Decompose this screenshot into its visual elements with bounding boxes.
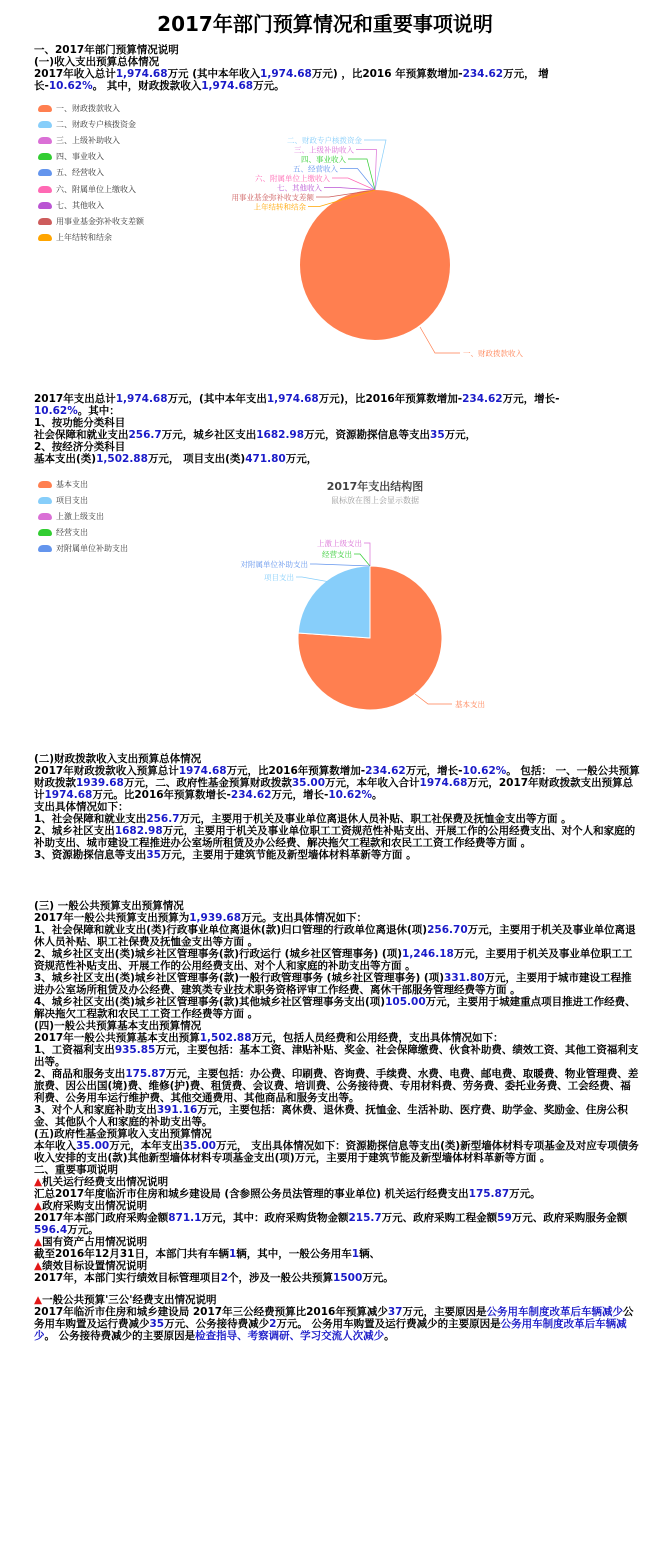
pie-label: 六、附属单位上缴收入 xyxy=(255,174,330,183)
detail-item-1: 1、社会保障和就业支出256.7万元，主要用于机关及事业单位离退休人员补贴、职工社保费及抚恤金支出等方面 。 xyxy=(34,813,572,825)
pie-label: 经营支出 xyxy=(322,550,352,559)
legend-swatch-icon xyxy=(38,202,52,209)
pie-label: 一、财政拨款收入 xyxy=(463,349,523,358)
income-pie-chart[interactable] xyxy=(190,130,550,370)
pie-leader-line xyxy=(420,327,460,353)
marker-icon: ▲ xyxy=(34,1260,43,1272)
general-item-4: 4、城乡社区支出(类)城乡社区管理事务(款)其他城乡社区管理事务支出(项)105.00万元，主要用于城建重点项目推进工作经费、解决拖欠工程款和农民工工资工作经费等方面 。 xyxy=(34,996,636,1020)
detail-item-3: 3、资源勘探信息等支出35万元，主要用于建筑节能及新型墙体材料革新等方面 。 xyxy=(34,849,417,861)
marker-icon: ▲ xyxy=(34,1236,43,1248)
marker-icon: ▲ xyxy=(34,1200,43,1212)
expenditure-chart-subtitle: 鼠标放在图上会显示数据 xyxy=(331,496,419,505)
legend-item[interactable] xyxy=(38,230,144,246)
legend-swatch-icon xyxy=(38,218,52,225)
legend-item[interactable] xyxy=(38,541,128,557)
pie-leader-line xyxy=(310,564,370,566)
expenditure-summary xyxy=(34,393,640,465)
fund-budget-heading: (五)政府性基金预算收入支出预算情况 xyxy=(34,1128,212,1140)
legend-label: 上激上级支出 xyxy=(56,511,104,521)
expenditure-chart-title: 2017年支出结构图 xyxy=(326,480,424,493)
economic-line: 基本支出(类)1,502.88万元， 项目支出(类)471.80万元， xyxy=(34,453,318,465)
expenditure-pie-chart[interactable] xyxy=(200,530,520,720)
general-item-1: 1、社会保障和就业支出(类)行政事业单位离退休(款)归口管理的行政单位离退休(项)256.70万元，主要用于机关及事业单位离退休人员补贴、职工社保费及抚恤金支出等方面 。 xyxy=(34,924,636,948)
legend-label: 三、上级补助收入 xyxy=(56,135,120,145)
pie-label: 五、经营收入 xyxy=(293,164,338,174)
legend-item[interactable] xyxy=(38,213,144,229)
item-1-text: 汇总2017年度临沂市住房和城乡建设局 (含参照公务员法管理的事业单位) 机关运行经费支出175.87万元。 xyxy=(34,1188,541,1200)
legend-label: 二、财政专户核拨资金 xyxy=(56,119,136,129)
legend-label: 对附属单位补助支出 xyxy=(56,544,128,554)
legend-swatch-icon xyxy=(38,137,52,144)
economic-heading: 2、按经济分类科目 xyxy=(34,441,126,453)
legend-item[interactable] xyxy=(38,100,144,116)
fiscal-heading: (二)财政拨款收入支出预算总体情况 xyxy=(34,753,202,765)
pie-leader-line xyxy=(340,169,375,191)
fiscal-summary: 2017年财政拨款收入预算总计1974.68万元，比2016年预算数增加-234.62万元，增长-10.62%。 包括： 一、一般公共预算财政拨款1939.68万元，二、政府性基金预算财政拨款35.00万元，本年收入合计1974.68万元，2017年财政拨款支出预算总计1974.68万元。比2016年预算数增长-234.62万元，增长-10.62%。 xyxy=(34,765,640,801)
basic-item-3: 3、对个人和家庭补助支出391.16万元，主要包括：离休费、退休费、抚恤金、生活补助、医疗费、助学金、奖励金、住房公积金、其他队个人和家庭的补助支出等。 xyxy=(34,1104,628,1128)
legend-swatch-icon xyxy=(38,481,52,488)
item-3-heading: ▲国有资产占用情况说明 xyxy=(34,1236,148,1248)
legend-item[interactable] xyxy=(38,492,128,508)
legend-label: 七、其他收入 xyxy=(56,200,104,210)
pie-label: 二、财政专户核拨资金 xyxy=(287,136,362,145)
pie-leader-line xyxy=(324,188,375,191)
general-budget-summary: 2017年一般公共预算支出预算为1,939.68万元。支出具体情况如下： xyxy=(34,912,368,924)
legend-item[interactable] xyxy=(38,197,144,213)
item-4-heading: ▲绩效目标设置情况说明 xyxy=(34,1260,148,1272)
income-summary xyxy=(34,44,640,92)
functional-heading: 1、按功能分类科目 xyxy=(34,417,126,429)
page-title: 2017年部门预算情况和重要事项说明 xyxy=(157,12,493,36)
legend-item[interactable] xyxy=(38,508,128,524)
income-chart-legend xyxy=(38,100,144,246)
marker-icon: ▲ xyxy=(34,1294,43,1306)
pie-leader-line xyxy=(354,554,370,566)
item-5-text: 2017年临沂市住房和城乡建设局 2017年三公经费预算比2016年预算减少37万元，主要原因是公务用车制度改革后车辆减少公务用车购置及运行费减少35万元、公务接待费减少2万元。 公务用车购置及运行费减少的主要原因是公务用车制度改革后车辆减少。 公务接待费减少的主要原因是检查指导、考察调研、学习交流人次减少。 xyxy=(34,1306,634,1342)
pie-label: 三、上级补助收入 xyxy=(294,145,354,155)
subsection-heading: (一)收入支出预算总体情况 xyxy=(34,56,160,68)
general-budget-heading: (三) 一般公共预算支出预算情况 xyxy=(34,900,184,912)
legend-label: 四、事业收入 xyxy=(56,152,104,162)
pie-label: 七、其他收入 xyxy=(277,183,322,193)
basic-budget-summary: 2017年一般公共预算基本支出预算1,502.88万元，包括人员经费和公用经费，支出具体情况如下： xyxy=(34,1032,504,1044)
legend-label: 上年结转和结余 xyxy=(56,233,112,243)
legend-swatch-icon xyxy=(38,234,52,241)
pie-label: 用事业基金弥补收支差额 xyxy=(231,193,314,202)
section-1-heading: 一、2017年部门预算情况说明 xyxy=(34,44,179,56)
pie-label: 项目支出 xyxy=(264,573,294,582)
pie-slice-1[interactable] xyxy=(298,566,370,638)
fiscal-section xyxy=(34,753,640,861)
legend-item[interactable] xyxy=(38,181,144,197)
general-item-2: 2、城乡社区支出(类)城乡社区管理事务(款)行政运行 (城乡社区管理事务) (项)1,246.18万元，主要用于机关及事业单位职工工资规范性补贴支出、开展工作的公用经费支出、对个人和家庭的补助支出等方面 。 xyxy=(34,948,633,972)
detail-item-2: 2、城乡社区支出1682.98万元，主要用于机关及事业单位职工工资规范性补贴支出、开展工作的公用经费支出、对个人和家庭的补助支出、城市建设工程推进办公室场所租赁及办公经费、解决拖欠工程款和农民工工资工作经费等方面 。 xyxy=(34,825,636,849)
legend-swatch-icon xyxy=(38,186,52,193)
legend-swatch-icon xyxy=(38,497,52,504)
pie-label: 基本支出 xyxy=(455,700,485,709)
item-2-text: 2017年本部门政府采购金额871.1万元，其中：政府采购货物金额215.7万元、政府采购工程金额59万元、政府采购服务金额596.4万元。 xyxy=(34,1212,628,1236)
legend-swatch-icon xyxy=(38,169,52,176)
item-4-text: 2017年，本部门实行绩效目标管理项目2个，涉及一般公共预算1500万元。 xyxy=(34,1272,394,1284)
expenditure-paragraph: 2017年支出总计1,974.68万元，(其中本年支出1,974.68万元)，比2016年预算数增加-234.62万元，增长- 10.62%。其中： xyxy=(34,393,560,417)
pie-label: 上年结转和结余 xyxy=(253,202,306,212)
pie-label: 对附属单位补助支出 xyxy=(240,560,308,569)
legend-label: 六、附属单位上缴收入 xyxy=(56,184,136,194)
legend-item[interactable] xyxy=(38,132,144,148)
item-2-heading: ▲政府采购支出情况说明 xyxy=(34,1200,148,1212)
legend-item[interactable] xyxy=(38,116,144,132)
basic-item-2: 2、商品和服务支出175.87万元，主要包括：办公费、印刷费、咨询费、手续费、水费、电费、邮电费、取暖费、物业管理费、差旅费、因公出国(境)费、维修(护)费、租赁费、会议费、培训费、公务接待费、专用材料费、劳务费、委托业务费、工会经费、福利费、公务用车运行维护费、其他交通费用、其他商品和服务支出等。 xyxy=(34,1068,639,1104)
legend-swatch-icon xyxy=(38,105,52,112)
legend-swatch-icon xyxy=(38,121,52,128)
legend-label: 基本支出 xyxy=(56,479,88,489)
legend-item[interactable] xyxy=(38,476,128,492)
legend-label: 项目支出 xyxy=(56,495,88,505)
legend-swatch-icon xyxy=(38,513,52,520)
income-paragraph: 2017年收入总计1,974.68万元 (其中本年收入1,974.68万元) ，比2016 年预算数增加-234.62万元， 增 长-10.62%。 其中，财政拨款收入1,974.68万元。 xyxy=(34,68,549,92)
pie-label: 四、事业收入 xyxy=(301,155,346,164)
item-3-text: 截至2016年12月31日，本部门共有车辆1辆，其中，一般公务用车1辆、 xyxy=(34,1248,381,1260)
fund-budget-text: 本年收入35.00万元，本年支出35.00万元， 支出具体情况如下：资源勘探信息等支出(类)新型墙体材料专项基金及对应专项债务收入安排的支出(款)其他新型墙体材料专项基金支出(项)万元，主要用于建筑节能及新型墙体材料革新等方面 。 xyxy=(34,1140,639,1164)
item-1-heading: ▲机关运行经费支出情况说明 xyxy=(34,1176,169,1188)
legend-item[interactable] xyxy=(38,165,144,181)
item-5-heading: ▲一般公共预算'三公'经费支出情况说明 xyxy=(34,1294,217,1306)
basic-item-1: 1、工资福利支出935.85万元，主要包括：基本工资、津贴补贴、奖金、社会保障缴费、伙食补助费、绩效工资、其他工资福利支出等。 xyxy=(34,1044,639,1068)
legend-label: 用事业基金弥补收支差额 xyxy=(56,216,144,226)
basic-budget-heading: (四)一般公共预算基本支出预算情况 xyxy=(34,1020,202,1032)
functional-line: 社会保障和就业支出256.7万元，城乡社区支出1682.98万元，资源勘探信息等支出35万元， xyxy=(34,429,477,441)
legend-label: 一、财政拨款收入 xyxy=(56,103,120,113)
marker-icon: ▲ xyxy=(34,1176,43,1188)
general-budget-section xyxy=(34,900,640,1342)
pie-leader-line xyxy=(296,577,330,582)
expenditure-chart-legend xyxy=(38,476,128,557)
pie-leader-line xyxy=(415,694,452,704)
pie-slice-0[interactable] xyxy=(300,190,450,340)
legend-item[interactable] xyxy=(38,149,144,165)
section-2-heading: 二、重要事项说明 xyxy=(34,1164,118,1176)
legend-swatch-icon xyxy=(38,529,52,536)
general-item-3: 3、城乡社区支出(类)城乡社区管理事务(款)一般行政管理事务 (城乡社区管理事务) (项)331.80万元，主要用于城市建设工程推进办公室场所租赁及办公经费、建筑类专业技术职务资格评审工作经费、离休干部服务管理经费等方面 。 xyxy=(34,972,632,996)
legend-label: 五、经营收入 xyxy=(56,168,104,178)
legend-swatch-icon xyxy=(38,153,52,160)
pie-label: 上激上级支出 xyxy=(317,539,362,548)
legend-swatch-icon xyxy=(38,545,52,552)
detail-heading: 支出具体情况如下： xyxy=(34,801,129,813)
legend-label: 经营支出 xyxy=(56,528,88,538)
legend-item[interactable] xyxy=(38,525,128,541)
